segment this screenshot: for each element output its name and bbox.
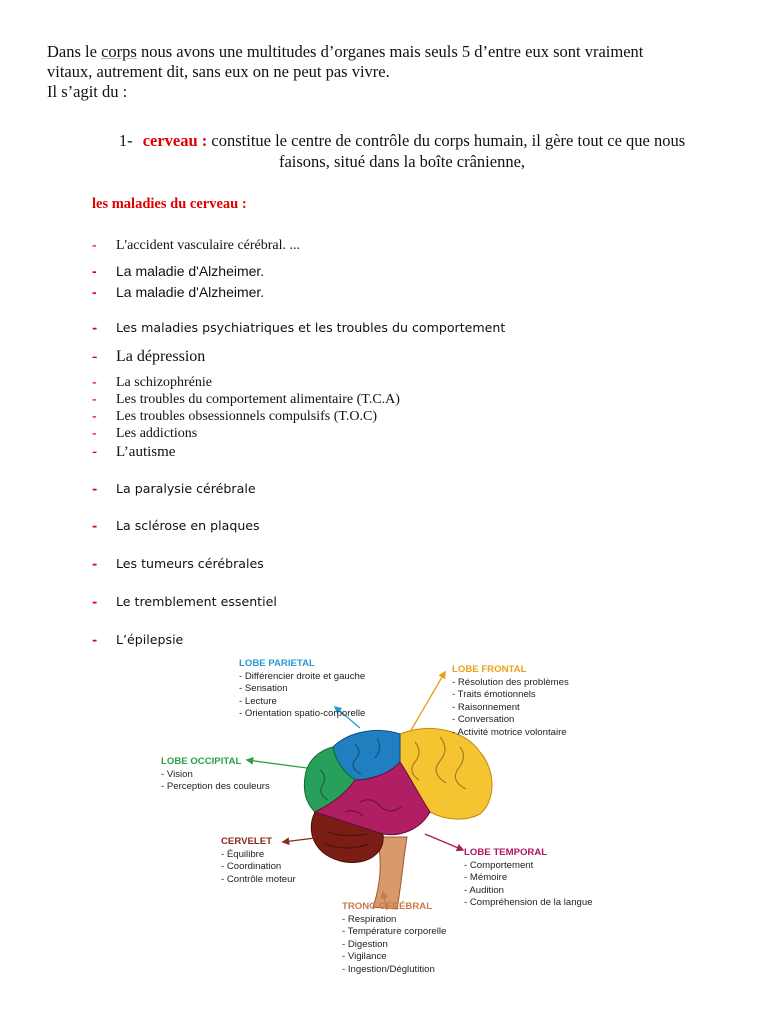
frontal-pointer-arrow: [410, 672, 445, 732]
list-bullet: -: [92, 320, 98, 335]
label-item: - Lecture: [239, 695, 277, 707]
list-item: [92, 594, 277, 609]
list-item-text: La sclérose en plaques: [116, 518, 260, 533]
label-cervelet: [221, 836, 296, 886]
label-item: - Activité motrice volontaire: [452, 726, 567, 738]
label-item: - Vision: [161, 768, 193, 780]
list-bullet: -: [92, 263, 97, 279]
label-item: - Différencier droite et gauche: [239, 670, 366, 682]
list-bullet: -: [92, 518, 98, 533]
label-item: - Ingestion/Déglutition: [342, 963, 435, 975]
label-frontal: [452, 664, 569, 739]
list-item-text: Les tumeurs cérébrales: [116, 556, 264, 571]
label-item: - Respiration: [342, 913, 397, 925]
label-tronc-title: TRONC CÉRÉBRAL: [342, 901, 433, 912]
label-item: - Résolution des problèmes: [452, 676, 569, 688]
list-bullet: -: [92, 409, 97, 424]
label-item: - Sensation: [239, 683, 288, 694]
label-occipital: [161, 756, 270, 794]
list-bullet: -: [92, 594, 98, 609]
list-bullet: -: [92, 444, 97, 460]
brain-lobes-diagram: [155, 652, 615, 982]
intro-line-1: [47, 42, 737, 62]
list-item: [92, 320, 505, 335]
label-item: - Perception des couleurs: [161, 781, 270, 792]
list-bullet: -: [92, 348, 98, 365]
intro-text: nous avons une multitudes d’organes mais seuls 5 d’entre eux sont vraiment: [136, 42, 644, 61]
list-item-text: Les troubles du comportement alimentaire (T.C.A): [116, 392, 400, 407]
label-item: - Traits émotionnels: [452, 689, 536, 700]
list-item: [92, 392, 400, 408]
list-item-text: Les troubles obsessionnels compulsifs (T.O.C): [116, 409, 378, 424]
intro-paragraph: [47, 42, 737, 102]
label-item: - Contrôle moteur: [221, 873, 296, 885]
label-item: - Vigilance: [342, 951, 387, 962]
diseases-heading: les maladies du cerveau :: [92, 196, 247, 212]
label-item: - Comportement: [464, 859, 534, 871]
label-item: - Audition: [464, 884, 505, 896]
list-item: [92, 263, 264, 279]
list-item-text: L’autisme: [116, 444, 176, 460]
list-item: [92, 632, 183, 647]
label-item: - Digestion: [342, 938, 388, 950]
list-item: [92, 444, 175, 461]
label-tronc: [342, 901, 446, 976]
list-item: [92, 556, 264, 571]
list-item-text: La maladie d'Alzheimer.: [116, 284, 265, 300]
label-cervelet-title: CERVELET: [221, 836, 272, 847]
label-item: - Coordination: [221, 861, 282, 872]
intro-line-2: vitaux, autrement dit, sans eux on ne peut pas vivre.: [47, 62, 390, 81]
list-item-text: L'accident vasculaire cérébral. ...: [116, 238, 301, 253]
label-item: - Température corporelle: [342, 926, 447, 937]
list-item: [92, 409, 377, 425]
label-occipital-title: LOBE OCCIPITAL: [161, 756, 242, 767]
list-item-text: La paralysie cérébrale: [116, 481, 256, 496]
intro-text: Dans le: [47, 42, 102, 61]
list-item-text: Les addictions: [116, 426, 198, 441]
intro-line-3: Il s’agit du :: [47, 82, 128, 101]
point-text: constitue le centre de contrôle du corps humain, il gère tout ce que nous faisons, situé dans la boîte crânienne,: [207, 131, 686, 171]
list-item-text: L’épilepsie: [116, 632, 184, 647]
list-bullet: -: [92, 556, 98, 571]
list-item-text: La schizophrénie: [116, 375, 213, 390]
intro-underlined-word: corps: [101, 42, 137, 61]
point-1-paragraph: [92, 130, 712, 172]
label-frontal-title: LOBE FRONTAL: [452, 664, 527, 675]
list-bullet: -: [92, 426, 97, 441]
list-item: [92, 284, 264, 300]
list-item: [92, 481, 256, 496]
list-bullet: -: [92, 375, 97, 390]
list-item: [92, 348, 205, 366]
list-item-text: Les maladies psychiatriques et les troubles du comportement: [116, 320, 506, 335]
list-item-text: Le tremblement essentiel: [116, 594, 277, 609]
list-item: [92, 375, 212, 391]
label-parietal: [239, 658, 365, 721]
list-bullet: -: [92, 481, 98, 496]
list-bullet: -: [92, 392, 97, 407]
label-item: - Conversation: [452, 714, 515, 725]
label-parietal-title: LOBE PARIETAL: [239, 658, 315, 669]
list-item-text: La dépression: [116, 348, 206, 365]
label-item: - Compréhension de la langue: [464, 897, 593, 908]
label-item: - Raisonnement: [452, 701, 520, 713]
label-item: - Orientation spatio-corporelle: [239, 708, 366, 719]
list-item: [92, 426, 197, 442]
list-bullet: -: [92, 632, 98, 647]
label-item: - Mémoire: [464, 872, 508, 883]
point-number: 1-: [118, 131, 133, 150]
list-item: [92, 238, 300, 254]
point-keyword: cerveau :: [142, 131, 208, 150]
label-item: - Équilibre: [221, 848, 265, 860]
temporal-pointer-arrow: [425, 834, 463, 850]
list-item-text: La maladie d'Alzheimer.: [116, 263, 265, 279]
list-item: [92, 518, 260, 533]
label-temporal-title: LOBE TEMPORAL: [464, 847, 548, 858]
list-bullet: -: [92, 284, 97, 300]
list-bullet: -: [92, 238, 97, 253]
label-temporal: [464, 847, 593, 910]
